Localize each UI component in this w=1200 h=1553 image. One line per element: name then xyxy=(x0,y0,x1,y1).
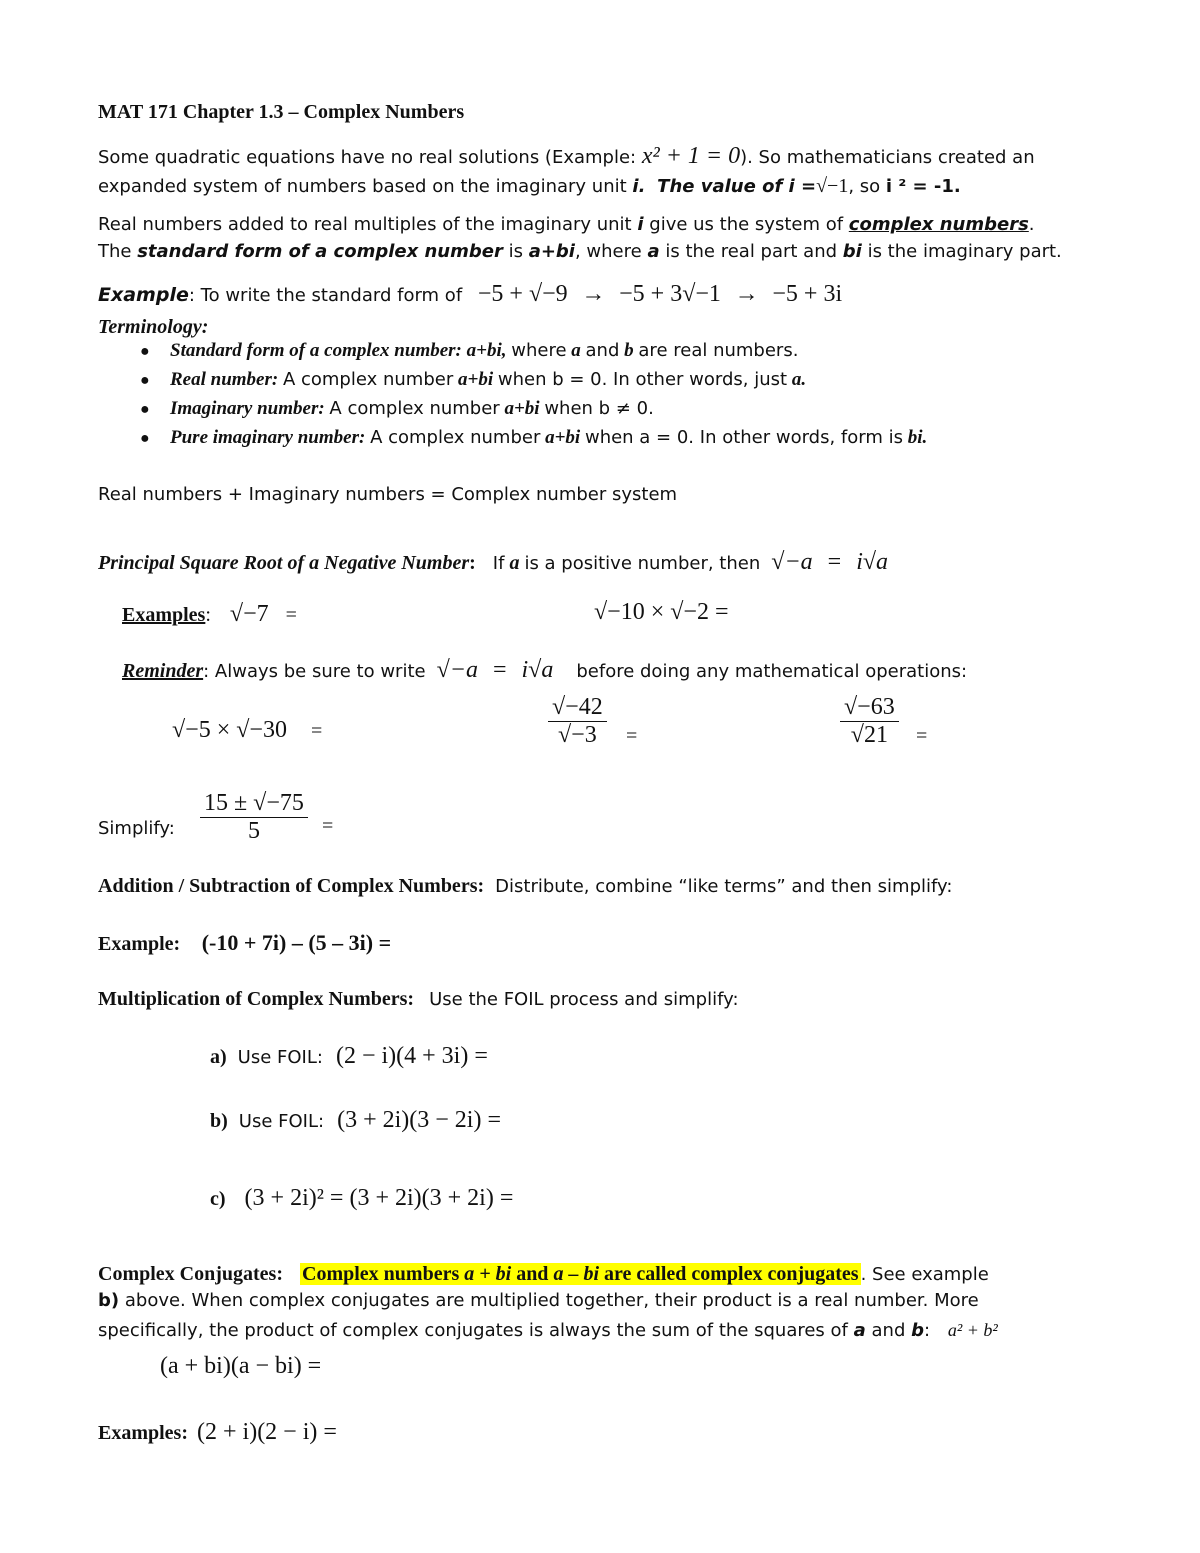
mult-line xyxy=(98,987,739,1011)
examples-label: Examples xyxy=(122,604,206,626)
examples-1 xyxy=(122,600,297,629)
complex-numbers-term: complex numbers xyxy=(848,214,1029,235)
term-def: A complex number xyxy=(329,398,500,419)
principal-text-a: If xyxy=(492,553,505,574)
value-of-i-label: The value of i = xyxy=(657,176,817,197)
problem-2-fraction xyxy=(548,694,607,749)
arrow-icon: → xyxy=(734,281,759,307)
example-label: Example xyxy=(98,284,189,306)
conj-text-2: above. When complex conjugates are multiplied together, their product is a real number. More xyxy=(124,1290,979,1311)
principal-root-line xyxy=(98,548,888,577)
mult-a-text: Use FOIL: xyxy=(237,1047,323,1068)
addsub-line xyxy=(98,874,952,898)
mult-a xyxy=(210,1042,488,1071)
imaginary-unit-i: i. xyxy=(632,176,646,197)
example-standard-form xyxy=(98,280,842,309)
rule-i-sqrt-a: i√a xyxy=(856,549,889,575)
problem-2-eq: = xyxy=(626,725,638,747)
terminology-heading-text: Terminology: xyxy=(98,316,209,338)
addsub-example xyxy=(98,930,391,956)
conj-hl-a-minus-bi: a – bi xyxy=(553,1263,599,1285)
mult-c-expr: (3 + 2i)² = (3 + 2i)(3 + 2i) = xyxy=(244,1185,514,1211)
term-def: when a = 0. In other words, form is xyxy=(584,427,904,448)
problem-3-denominator: √21 xyxy=(850,722,888,748)
examples-2 xyxy=(98,1418,337,1447)
complex-def-text-e: is the imaginary part. xyxy=(867,241,1062,262)
arrow-icon: → xyxy=(581,281,606,307)
term-def: a+bi xyxy=(458,369,494,390)
term-def: A complex number xyxy=(370,427,541,448)
list-item xyxy=(130,369,927,398)
term-def: a+bi xyxy=(504,398,540,419)
problem-3-eq: = xyxy=(916,725,928,747)
mult-c xyxy=(210,1184,513,1213)
principal-a: a xyxy=(509,552,520,574)
reminder-text-b: before doing any mathematical operations: xyxy=(576,661,968,682)
example-text: : To write the standard form of xyxy=(188,285,463,306)
principal-colon: : xyxy=(469,552,476,574)
conj-and: and xyxy=(871,1320,906,1341)
example-sqrt-neg-7: √−7 xyxy=(229,601,269,627)
simplify-label: Simplify: xyxy=(98,818,175,839)
example-step-3: −5 + 3i xyxy=(772,281,843,307)
bullet-icon: ● xyxy=(140,343,150,360)
conj-hl-text: Complex numbers xyxy=(302,1263,460,1285)
term-def: a. xyxy=(791,369,807,390)
examples-2-label: Examples: xyxy=(98,1422,188,1444)
complex-def-period: . xyxy=(1028,214,1035,235)
sqrt-neg-1: √−1 xyxy=(816,175,849,197)
complex-def-text-d: is the real part and xyxy=(665,241,838,262)
term-def: bi. xyxy=(907,427,928,448)
list-item xyxy=(130,398,927,427)
example-step-1: −5 + √−9 xyxy=(477,281,568,307)
a-plus-bi: a+bi xyxy=(528,241,575,262)
problem-3-fraction xyxy=(840,694,899,749)
term-def: when b = 0. In other words, just xyxy=(497,369,788,390)
term-def: and xyxy=(585,340,620,361)
term-standard-form: Standard form of a complex number: xyxy=(170,340,462,361)
conj-a: a xyxy=(853,1320,866,1341)
simplify-fraction xyxy=(200,790,308,845)
list-item xyxy=(130,340,927,369)
conjugates-line-3 xyxy=(98,1320,998,1342)
addsub-text: Distribute, combine “like terms” and then simplify: xyxy=(495,876,953,897)
conj-b: b xyxy=(911,1320,925,1341)
term-imaginary-number: Imaginary number: xyxy=(170,398,325,419)
mult-b-label: b) xyxy=(210,1110,228,1132)
problem-2-denominator: √−3 xyxy=(558,722,597,748)
conjugates-line-1 xyxy=(98,1262,989,1286)
complex-def-line-1 xyxy=(98,214,1035,236)
intro-line-2 xyxy=(98,174,961,198)
term-def: b xyxy=(624,340,634,361)
simplify-numerator: 15 ± √−75 xyxy=(200,790,308,818)
example-product-roots: √−10 × √−2 = xyxy=(594,599,729,625)
principal-root-heading: Principal Square Root of a Negative Number xyxy=(98,552,470,574)
conj-sum-squares: a² + b² xyxy=(947,1320,998,1340)
real-part-a: a xyxy=(647,241,660,262)
conjugates-highlight xyxy=(300,1263,861,1285)
conj-hl-text-b: are called complex conjugates xyxy=(604,1263,859,1285)
conj-colon: : xyxy=(924,1320,931,1341)
addsub-example-expr: (-10 + 7i) – (5 – 3i) = xyxy=(201,930,392,955)
complex-def-is: is xyxy=(508,241,523,262)
examples-colon: : xyxy=(205,604,211,626)
addsub-example-label: Example: xyxy=(98,933,181,955)
problem-3-numerator: √−63 xyxy=(840,694,899,722)
terminology-heading xyxy=(98,315,208,339)
conj-text-3: specifically, the product of complex conjugates is always the sum of the squares of xyxy=(98,1320,848,1341)
rule-sqrt-neg-a: √−a xyxy=(771,549,813,575)
conjugate-formula: (a + bi)(a − bi) = xyxy=(160,1353,322,1379)
examples-2-expr: (2 + i)(2 − i) = xyxy=(197,1419,337,1445)
intro-text-a: Some quadratic equations have no real solutions (Example: xyxy=(98,147,637,168)
intro-text-b: ). So mathematicians created an xyxy=(740,147,1035,168)
conj-ref-b: b) xyxy=(98,1290,120,1311)
addsub-heading: Addition / Subtraction of Complex Numbers: xyxy=(98,875,485,897)
list-item xyxy=(130,427,927,456)
equation-x2-plus-1: x² + 1 = 0 xyxy=(641,143,741,169)
mult-text: Use the FOIL process and simplify: xyxy=(429,989,739,1010)
term-def: a xyxy=(571,340,581,361)
term-pure-imaginary: Pure imaginary number: xyxy=(170,427,366,448)
rule-eq: = xyxy=(827,549,842,575)
term-def: a+bi xyxy=(545,427,581,448)
standard-form-term: standard form of a complex number xyxy=(137,241,503,262)
conj-hl-and: and xyxy=(516,1263,549,1285)
bullet-icon: ● xyxy=(140,372,150,389)
intro-line-1 xyxy=(98,142,1035,171)
mult-b-expr: (3 + 2i)(3 − 2i) = xyxy=(337,1107,501,1133)
simplify-eq: = xyxy=(322,815,334,837)
conj-hl-a-plus-bi: a + bi xyxy=(464,1263,512,1285)
term-def: when b ≠ 0. xyxy=(544,398,654,419)
principal-text-b: is a positive number, then xyxy=(524,553,761,574)
example-eq: = xyxy=(285,604,297,626)
term-def: a+bi, xyxy=(466,340,507,361)
complex-def-text-a: Real numbers added to real multiples of the imaginary unit xyxy=(98,214,632,235)
conjugates-after: . See example xyxy=(860,1264,989,1285)
conjugates-line-2 xyxy=(98,1290,979,1312)
reminder-sqrt-neg-a: √−a xyxy=(436,657,478,683)
bullet-icon: ● xyxy=(140,430,150,447)
imag-part-bi: bi xyxy=(842,241,862,262)
reminder-text-a: : Always be sure to write xyxy=(203,661,426,682)
conjugates-heading: Complex Conjugates: xyxy=(98,1263,283,1285)
mult-a-label: a) xyxy=(210,1046,227,1068)
complex-def-where: , where xyxy=(574,241,642,262)
complex-system-line: Real numbers + Imaginary numbers = Complex number system xyxy=(98,484,678,505)
problem-2-numerator: √−42 xyxy=(548,694,607,722)
complex-def-text-c: The xyxy=(98,241,132,262)
reminder-eq: = xyxy=(492,657,507,683)
mult-b-text: Use FOIL: xyxy=(238,1111,325,1132)
i-squared: i ² = -1. xyxy=(885,176,961,197)
bullet-icon: ● xyxy=(140,401,150,418)
complex-def-line-2 xyxy=(98,241,1062,263)
terminology-list xyxy=(130,340,927,456)
mult-a-expr: (2 − i)(4 + 3i) = xyxy=(335,1043,488,1069)
mult-c-label: c) xyxy=(210,1188,226,1210)
complex-def-i: i xyxy=(637,214,644,235)
intro-text-d: , so xyxy=(848,176,881,197)
mult-heading: Multiplication of Complex Numbers: xyxy=(98,988,415,1010)
mult-b xyxy=(210,1106,501,1135)
term-def: where xyxy=(511,340,567,361)
problem-1 xyxy=(172,716,322,745)
example-step-2: −5 + 3√−1 xyxy=(619,281,721,307)
reminder-label: Reminder xyxy=(122,660,204,682)
reminder-i-sqrt-a: i√a xyxy=(521,657,554,683)
term-def: are real numbers. xyxy=(638,340,799,361)
term-real-number: Real number: xyxy=(170,369,279,390)
problem-1-expr: √−5 × √−30 xyxy=(172,717,287,743)
term-def: A complex number xyxy=(282,369,454,390)
simplify-denominator: 5 xyxy=(247,818,260,844)
complex-def-text-b: give us the system of xyxy=(649,214,844,235)
reminder-line xyxy=(122,656,967,685)
problem-1-eq: = xyxy=(310,720,323,742)
intro-text-c: expanded system of numbers based on the imaginary unit xyxy=(98,176,627,197)
page-title: MAT 171 Chapter 1.3 – Complex Numbers xyxy=(98,101,465,123)
